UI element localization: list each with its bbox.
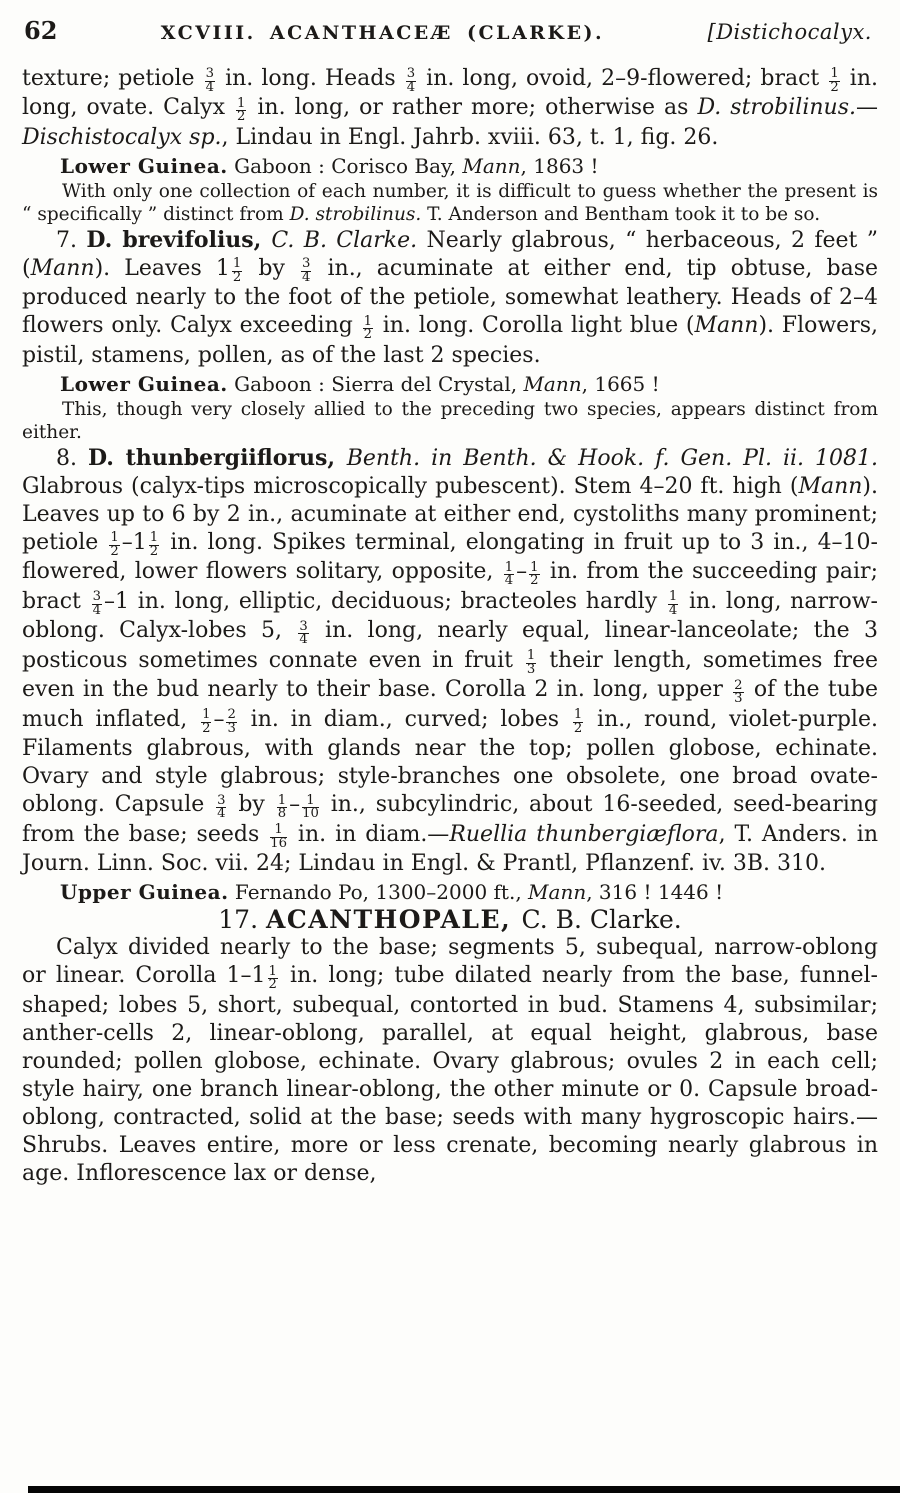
text-segment: in., subcylindric, about 16-seeded, seed-bearing from the base; seeds xyxy=(22,792,879,847)
text-segment: ). Leaves up to 6 by 2 in., acuminate at either end, cystoliths many prominent; petiole xyxy=(22,473,878,555)
text-segment: Dischistocalyx sp. xyxy=(22,124,222,150)
text-segment: Mann xyxy=(528,880,587,905)
text-segment: Ruellia thunbergiæflora xyxy=(449,821,719,847)
text-segment: Lower Guinea. xyxy=(60,153,228,178)
fraction: $\frac{1}{2}$ xyxy=(232,256,242,285)
text-segment: ). Leaves 1 xyxy=(94,255,230,281)
page-body xyxy=(0,45,900,1188)
text-segment: Upper Guinea. xyxy=(60,880,229,905)
text-segment: –1 in. long, elliptic, deciduous; bracteoles hardly xyxy=(104,588,666,614)
text-segment: Mann xyxy=(523,371,582,396)
running-title: XCVIII. ACANTHACEÆ (CLARKE). xyxy=(160,22,605,44)
fraction: $\frac{1}{4}$ xyxy=(668,589,678,618)
text-segment: Mann xyxy=(694,313,759,339)
text-segment: ACANTHOPALE, xyxy=(265,905,522,935)
text-segment: Calyx divided nearly to the base; segments 5, subequal, narrow-oblong or linear. Corolla 1–1 xyxy=(22,935,878,989)
fraction: $\frac{1}{16}$ xyxy=(270,822,287,851)
fraction: $\frac{1}{2}$ xyxy=(149,530,159,559)
text-segment: , Lindau in Engl. Jahrb. xviii. 63, t. 1, fig. 26. xyxy=(221,124,719,150)
text-segment: D. strobilinus. xyxy=(289,203,422,225)
fraction: $\frac{3}{4}$ xyxy=(299,618,308,648)
locality-lower-guinea-2 xyxy=(22,370,878,398)
text-segment: This, though very closely allied to the preceding two species, appears distinct from either. xyxy=(22,398,878,443)
text-segment: Lower Guinea. xyxy=(60,371,228,396)
text-segment: in. long, ovoid, 2–9-flowered; bract xyxy=(418,66,828,91)
text-segment: in. long, narrow-oblong. Calyx-lobes 5, xyxy=(22,588,878,644)
text-segment: in. in diam.— xyxy=(288,821,450,847)
fraction: $\frac{1}{8}$ xyxy=(277,792,287,822)
text-segment: in. from the succeeding pair; bract xyxy=(22,559,878,614)
fraction: $\frac{3}{4}$ xyxy=(406,66,416,95)
text-segment: , 1863 ! xyxy=(520,153,599,178)
text-segment: Mann xyxy=(462,153,521,178)
text-segment: by xyxy=(228,792,275,818)
fraction: $\frac{1}{2}$ xyxy=(363,313,372,343)
text-segment: – xyxy=(516,559,528,585)
text-segment: in. long, ovate. Calyx xyxy=(22,66,878,121)
fraction: $\frac{3}{4}$ xyxy=(92,589,101,618)
locality-lower-guinea-1 xyxy=(22,152,878,180)
fraction: $\frac{1}{3}$ xyxy=(526,648,536,677)
text-segment: D. strobilinus. xyxy=(697,95,856,121)
text-segment: With only one collection of each number, it is difficult to guess whether the present is “ specifically ” distinct from xyxy=(22,180,878,225)
text-segment: – xyxy=(289,792,301,818)
text-segment: Mann xyxy=(30,255,95,281)
text-segment: Fernando Po, 1300–2000 ft., xyxy=(228,880,529,905)
fraction: $\frac{1}{2}$ xyxy=(236,95,246,125)
fraction: $\frac{1}{2}$ xyxy=(202,707,211,736)
text-segment: C. B. Clarke. xyxy=(271,227,418,253)
genus-heading xyxy=(22,906,878,934)
fraction: $\frac{1}{2}$ xyxy=(830,66,839,95)
text-segment: in. in diam., curved; lobes xyxy=(238,706,571,732)
text-segment: – xyxy=(213,706,225,732)
text-segment: , 1665 ! xyxy=(581,371,660,396)
text-segment: of the tube much inflated, xyxy=(22,677,878,732)
text-segment: in. long. Heads xyxy=(217,66,404,91)
fraction: $\frac{1}{2}$ xyxy=(110,530,119,559)
page-number: 62 xyxy=(24,16,58,45)
text-segment: Glabrous (calyx-tips microscopically pubescent). Stem 4–20 ft. high ( xyxy=(22,473,799,499)
text-segment: in. long, or rather more; otherwise as xyxy=(248,95,698,121)
fraction: $\frac{3}{4}$ xyxy=(217,792,226,822)
text-segment: — xyxy=(856,95,878,121)
fraction: $\frac{2}{3}$ xyxy=(734,677,743,707)
text-segment: 8. xyxy=(56,445,88,471)
text-segment: their length, sometimes free even in the bud nearly to their base. Corolla 2 in. long, upper xyxy=(22,647,879,703)
text-segment: texture; petiole xyxy=(22,66,203,91)
note-1 xyxy=(22,180,878,226)
catchword: [Distichocalyx. xyxy=(707,20,872,44)
text-segment: , 316 ! 1446 ! xyxy=(586,880,724,905)
text-segment: in., acuminate at either end, tip obtuse, base produced nearly to the foot of the petiole, somewhat leathery. Heads of 2–4 flowers only. Calyx exceeding xyxy=(22,255,879,339)
text-segment: in. long; tube dilated nearly from the base, funnel-shaped; lobes 5, short, subequal, contorted in bud. Stamens 4, subsimilar; anther-cells 2, linear-oblong, parallel, at equal height, glabrous, base rounded; pollen globose, echinate. Ovary glabrous; ovules 2 in each cell; style hairy, one branch linear-oblong, the other minute or 0. Capsule broad-oblong, contracted, solid at the base; seeds with many hygroscopic hairs.—Shrubs. Leaves entire, more or less crenate, becoming nearly glabrous in age. Inflorescence lax or dense, xyxy=(22,963,878,1186)
text-segment: C. B. Clarke. xyxy=(521,905,682,935)
text-segment: D. brevifolius, xyxy=(86,226,272,253)
text-segment: D. thunbergiiflorus, xyxy=(87,444,347,471)
species-entry-8 xyxy=(22,444,878,878)
species-entry-7 xyxy=(22,226,878,370)
text-segment: 7. xyxy=(56,227,87,253)
note-2 xyxy=(22,398,878,444)
text-segment: –1 xyxy=(121,529,147,555)
continuation-paragraph xyxy=(22,65,878,152)
locality-upper-guinea xyxy=(22,878,878,906)
text-segment: Gaboon : Sierra del Crystal, xyxy=(227,371,524,396)
text-segment: , T. Anders. in Journ. Linn. Soc. vii. 24; Lindau in Engl. & Prantl, Pflanzenf. iv. 3B. 310. xyxy=(22,821,878,877)
fraction: $\frac{1}{2}$ xyxy=(530,559,539,589)
text-segment: Benth. in Benth. & Hook. f. Gen. Pl. ii. 1081. xyxy=(346,445,878,471)
fraction: $\frac{3}{4}$ xyxy=(205,66,215,95)
text-segment: in. long. Corolla light blue ( xyxy=(375,313,695,339)
text-segment: Mann xyxy=(798,473,863,499)
text-segment: in. long, nearly equal, linear-lanceolate; the 3 posticous sometimes connate even in fruit xyxy=(22,618,878,673)
fraction: $\frac{3}{4}$ xyxy=(301,256,311,285)
text-segment: 17. xyxy=(218,905,266,935)
text-segment: in., round, violet-purple. Filaments glabrous, with glands near the top; pollen globose, echinate. Ovary and style glabrous; style-branches one obsolete, one broad ovate-oblong. Capsule xyxy=(22,706,878,818)
fraction: $\frac{2}{3}$ xyxy=(227,707,236,736)
text-segment: Gaboon : Corisco Bay, xyxy=(227,153,463,178)
genus-description xyxy=(22,934,878,1187)
fraction: $\frac{1}{10}$ xyxy=(302,792,319,822)
running-head xyxy=(0,0,900,45)
fraction: $\frac{1}{2}$ xyxy=(573,707,583,736)
fraction: $\frac{1}{4}$ xyxy=(504,559,514,589)
fraction: $\frac{1}{2}$ xyxy=(268,963,277,993)
scan-edge-artifact xyxy=(28,1486,900,1493)
text-segment: Nearly glabrous, “ herbaceous, 2 feet ” ( xyxy=(22,227,879,281)
text-segment: T. Anderson and Bentham took it to be so. xyxy=(421,203,821,225)
text-segment: ). Flowers, pistil, stamens, pollen, as of the last 2 species. xyxy=(22,313,878,368)
text-segment: by xyxy=(244,255,299,281)
text-segment: in. long. Spikes terminal, elongating in fruit up to 3 in., 4–10-flowered, lower flowers solitary, opposite, xyxy=(22,529,878,585)
